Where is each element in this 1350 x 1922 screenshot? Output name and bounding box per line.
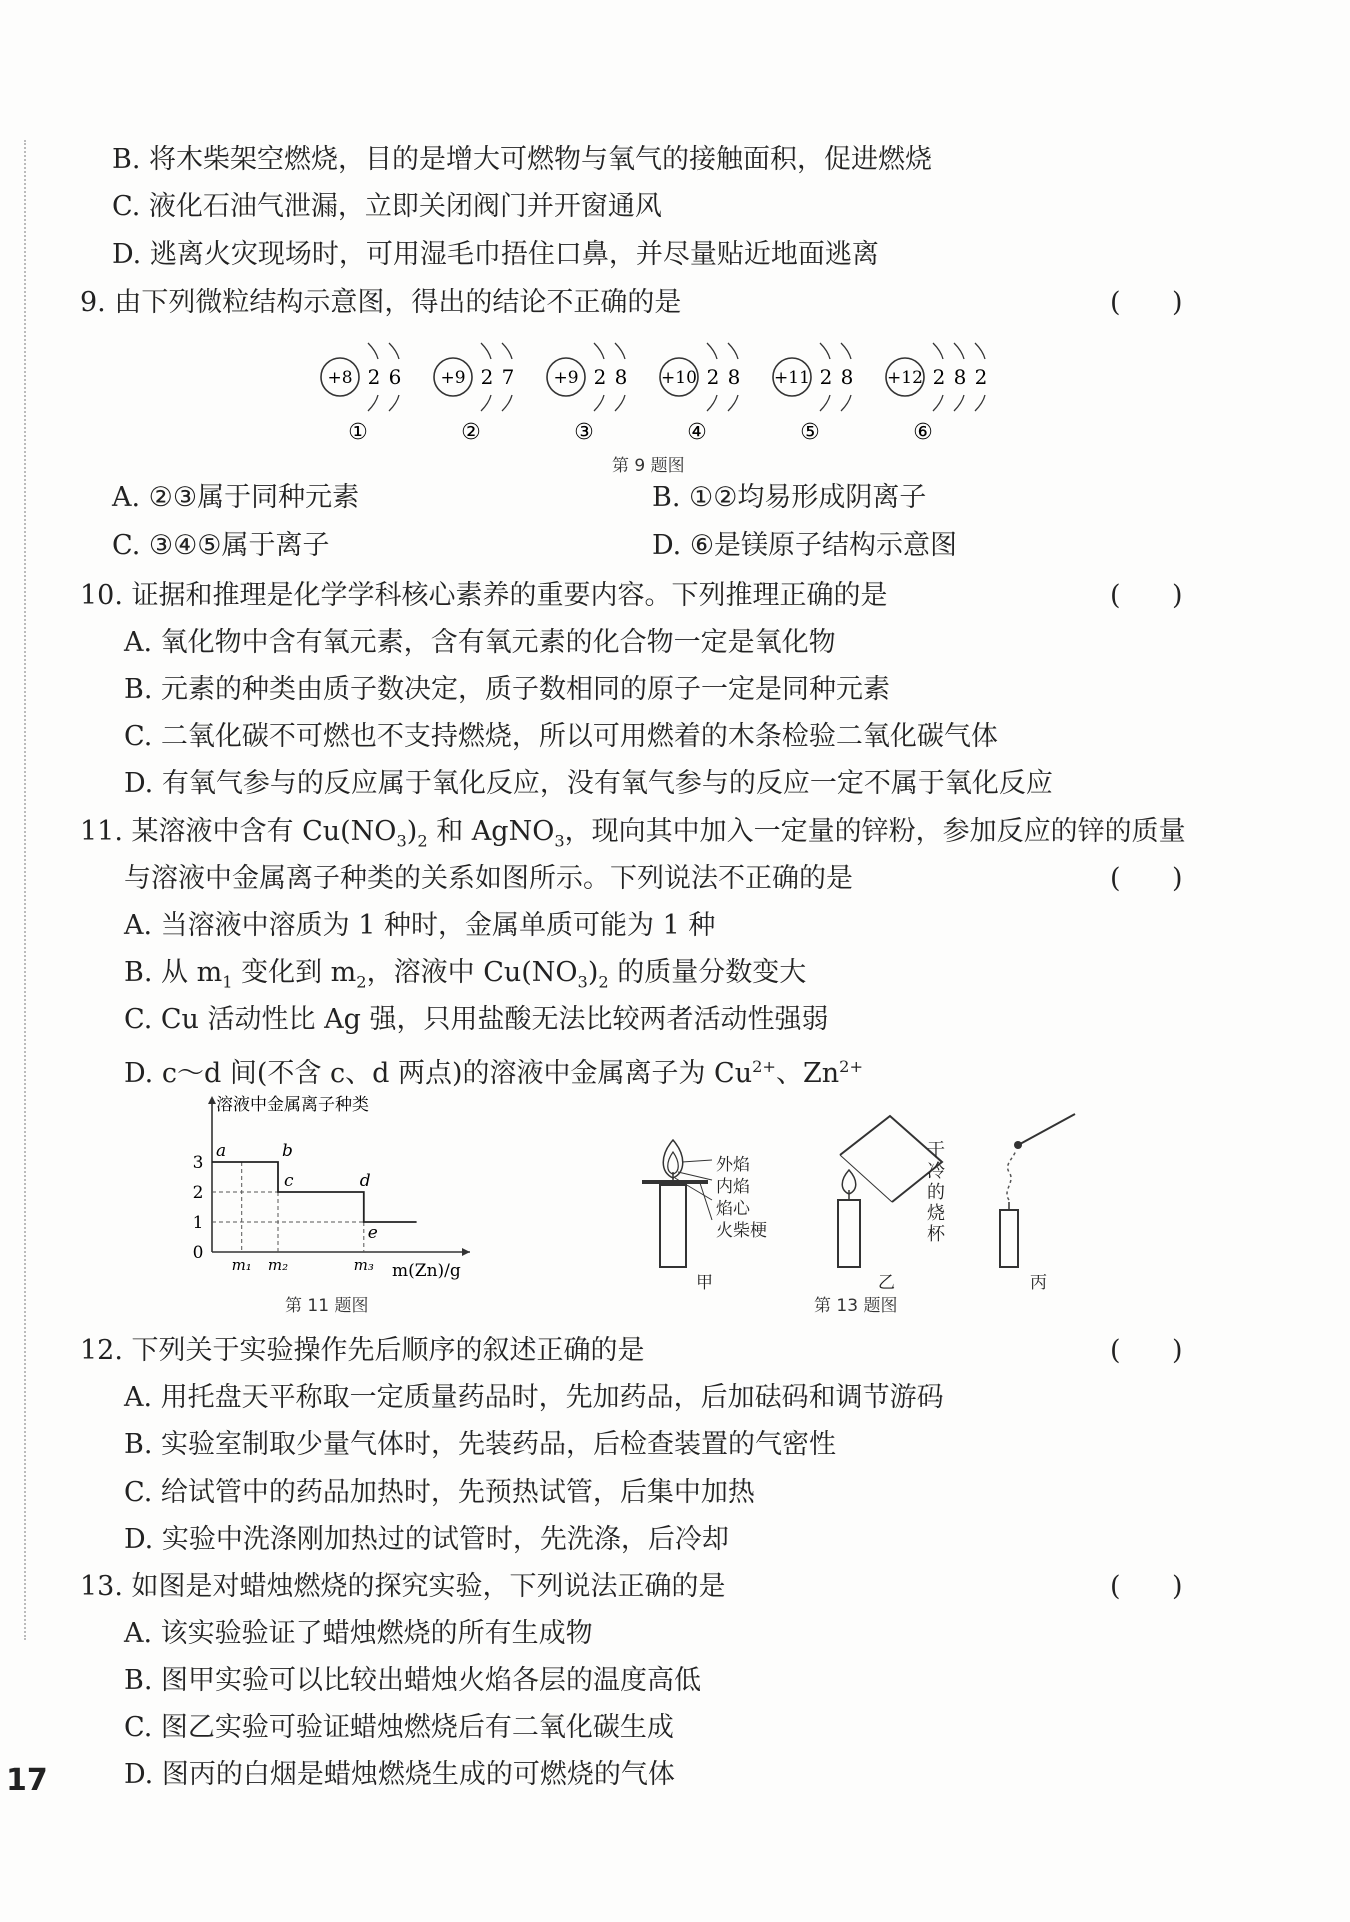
candle-bing [1000,1114,1075,1267]
q12-option-d: D. 实验中洗涤刚加热过的试管时，先洗涤，后冷却 [124,1524,729,1555]
shell-arc-bottom [841,395,851,411]
particle-6 [886,343,987,445]
x-tick-label: m₃ [353,1256,374,1274]
q12-option-a: A. 用托盘天平称取一定质量药品时，先加药品，后加砝码和调节游码 [124,1382,944,1413]
particle-label: ① [348,420,368,445]
q11-option-b: B. 从 $m_1$ 变化到 $m_2$，溶液中 $Cu(NO_3)_2$ 的质量分数变大 [124,957,807,992]
q8-option-c: C. 液化石油气泄漏，立即关闭阀门并开窗通风 [112,191,662,222]
label-bing: 丙 [1030,1273,1047,1293]
q12-answer-paren: ( ) [1110,1335,1183,1366]
shell-arc-bottom [368,395,378,411]
y-axis-label: 溶液中金属离子种类 [216,1095,369,1115]
q13-stem: 13. 如图是对蜡烛燃烧的探究实验，下列说法正确的是 [80,1571,726,1602]
q8-option-b: B. 将木柴架空燃烧，目的是增大可燃物与氧气的接触面积，促进燃烧 [112,144,933,175]
q13-option-a: A. 该实验验证了蜡烛燃烧的所有生成物 [124,1618,593,1649]
q11-option-c: C. Cu 活动性比 Ag 强，只用盐酸无法比较两者活动性强弱 [124,1004,829,1035]
q13-option-c: C. 图乙实验可验证蜡烛燃烧后有二氧化碳生成 [124,1712,674,1743]
q11-option-a: A. 当溶液中溶质为 1 种时，金属单质可能为 1 种 [124,910,716,941]
shell-arc-top [615,343,625,359]
q13-option-d: D. 图丙的白烟是蜡烛燃烧生成的可燃烧的气体 [124,1759,675,1790]
label-cold-beaker: 干 冷 的 烧 杯 [927,1140,945,1245]
shell-arc-top [975,343,985,359]
y-axis-arrow [208,1096,216,1104]
label-outer-flame: 外焰 [716,1155,750,1175]
page-number: 17 [6,1763,48,1798]
shell-arc-top [728,343,738,359]
label-inner-flame: 内焰 [716,1177,750,1197]
shell-arc-top [954,343,964,359]
shell-arc-top [820,343,830,359]
q11-stem-line2: 与溶液中金属离子种类的关系如图所示。下列说法不正确的是 [124,863,853,894]
q10-answer-paren: ( ) [1110,580,1183,611]
nucleus-charge: +9 [440,368,466,388]
particle-label: ⑤ [800,420,820,445]
label-flame-core: 焰心 [716,1199,750,1219]
shell-arc-bottom [975,395,985,411]
margin-rule [24,140,26,1640]
q11-caption: 第 11 题图 [285,1296,369,1316]
y-tick-label: 0 [192,1243,204,1263]
shell-electrons: 2 [932,365,946,389]
nucleus-charge: +9 [553,368,579,388]
q9-option-d: D. ⑥是镁原子结构示意图 [652,530,958,561]
particle-label: ③ [574,420,594,445]
particle-4 [660,343,740,445]
shell-arc-top [368,343,378,359]
nucleus-charge: +10 [661,368,697,388]
shell-arc-bottom [389,395,399,411]
q11-chart [180,1090,500,1290]
q11-answer-paren: ( ) [1110,863,1183,894]
shell-electrons: 8 [840,365,854,389]
label-jia: 甲 [696,1273,713,1293]
point-label: a [216,1141,227,1161]
q11-option-d: D. c～d 间(不含 c、d 两点)的溶液中金属离子为 $Cu^{2+}$、$Zn^{2+}$ [124,1057,864,1089]
q9-caption: 第 9 题图 [612,456,685,476]
y-tick-label: 3 [192,1153,204,1173]
point-label: c [284,1171,294,1191]
particle-label: ⑥ [913,420,933,445]
shell-arc-top [841,343,851,359]
nucleus-charge: +11 [774,368,810,388]
q10-stem: 10. 证据和推理是化学学科核心素养的重要内容。下列推理正确的是 [80,580,888,611]
q13-figure [630,1110,1090,1290]
q12-option-c: C. 给试管中的药品加热时，先预热试管，后集中加热 [124,1477,755,1508]
shell-electrons: 7 [501,365,515,389]
particle-1 [321,343,401,445]
candle-jia [642,1140,712,1267]
q13-option-b: B. 图甲实验可以比较出蜡烛火焰各层的温度高低 [124,1665,702,1696]
shell-arc-top [502,343,512,359]
y-tick-label: 1 [192,1213,204,1233]
nucleus-charge: +12 [887,368,923,388]
shell-arc-bottom [728,395,738,411]
shell-electrons: 2 [480,365,494,389]
shell-electrons: 2 [974,365,988,389]
shell-electrons: 2 [819,365,833,389]
q13-caption: 第 13 题图 [814,1296,898,1316]
q12-stem: 12. 下列关于实验操作先后顺序的叙述正确的是 [80,1335,645,1366]
shell-electrons: 8 [727,365,741,389]
q10-option-a: A. 氧化物中含有氧元素，含有氧元素的化合物一定是氧化物 [124,627,836,658]
shell-electrons: 8 [614,365,628,389]
particle-2 [434,343,514,445]
q12-option-b: B. 实验室制取少量气体时，先装药品，后检查装置的气密性 [124,1429,837,1460]
x-axis-label: m(Zn)/g [392,1261,461,1281]
shell-electrons: 2 [593,365,607,389]
shell-arc-bottom [594,395,604,411]
shell-electrons: 8 [953,365,967,389]
shell-arc-bottom [707,395,717,411]
point-label: e [367,1223,378,1243]
q8-option-d: D. 逃离火灾现场时，可用湿毛巾捂住口鼻，并尽量贴近地面逃离 [112,239,879,270]
q9-option-b: B. ①②均易形成阴离子 [652,482,927,513]
shell-arc-bottom [933,395,943,411]
q13-answer-paren: ( ) [1110,1571,1183,1602]
shell-arc-bottom [502,395,512,411]
q9-stem: 9. 由下列微粒结构示意图，得出的结论不正确的是 [80,287,682,318]
particle-3 [547,343,627,445]
q9-particle-diagram [300,335,1020,455]
shell-arc-top [933,343,943,359]
nucleus-charge: +8 [327,368,353,388]
point-label: b [282,1141,293,1161]
shell-electrons: 2 [706,365,720,389]
q9-option-a: A. ②③属于同种元素 [112,482,360,513]
q11-stem-line1: 11. 某溶液中含有 $Cu(NO_3)_2$ 和 AgNO$_3$，现向其中加入一定量的锌粉，参加反应的锌的质量 [80,816,1186,851]
label-matchstick: 火柴梗 [716,1221,767,1241]
particle-5 [773,343,853,445]
shell-arc-bottom [481,395,491,411]
shell-electrons: 2 [367,365,381,389]
shell-electrons: 6 [388,365,402,389]
q9-option-c: C. ③④⑤属于离子 [112,530,330,561]
x-tick-label: m₁ [231,1256,252,1274]
shell-arc-top [707,343,717,359]
shell-arc-bottom [615,395,625,411]
shell-arc-top [389,343,399,359]
shell-arc-top [594,343,604,359]
q10-option-d: D. 有氧气参与的反应属于氧化反应，没有氧气参与的反应一定不属于氧化反应 [124,768,1053,799]
label-yi: 乙 [878,1273,895,1293]
x-tick-label: m₂ [267,1256,289,1274]
point-label: d [359,1171,371,1191]
x-axis-arrow [462,1248,470,1256]
shell-arc-top [481,343,491,359]
shell-arc-bottom [820,395,830,411]
q10-option-b: B. 元素的种类由质子数决定，质子数相同的原子一定是同种元素 [124,674,891,705]
y-tick-label: 2 [192,1183,204,1203]
q9-answer-paren: ( ) [1110,287,1183,318]
particle-label: ④ [687,420,707,445]
q10-option-c: C. 二氧化碳不可燃也不支持燃烧，所以可用燃着的木条检验二氧化碳气体 [124,721,998,752]
particle-label: ② [461,420,481,445]
shell-arc-bottom [954,395,964,411]
